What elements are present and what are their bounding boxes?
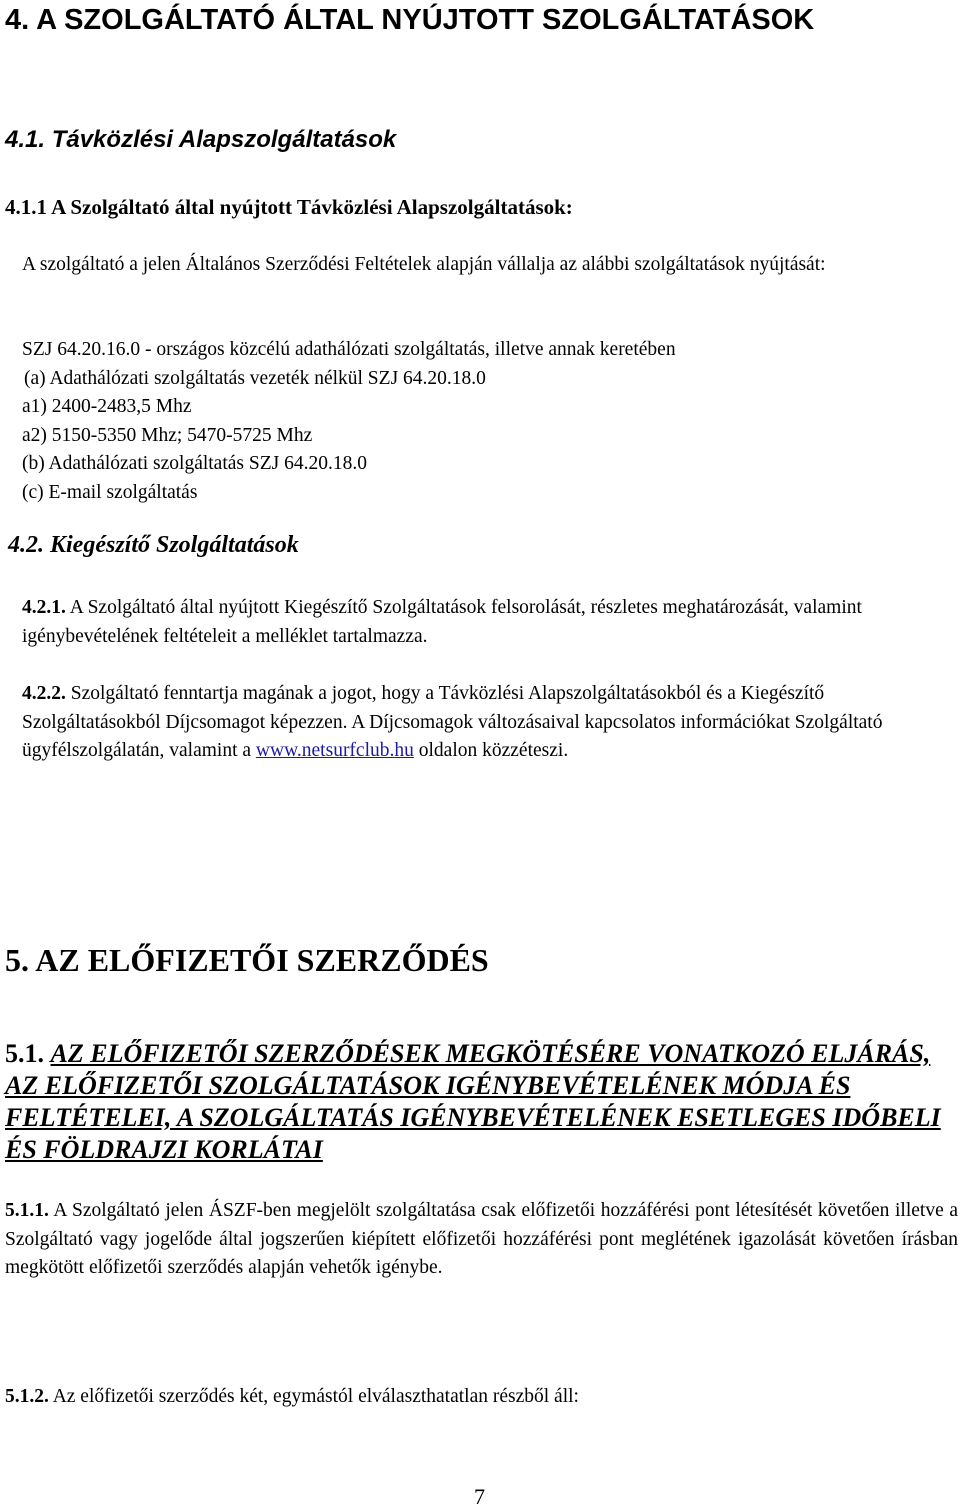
service-line: a2) 5150-5350 Mhz; 5470-5725 Mhz xyxy=(22,424,313,446)
paragraph-number: 5.1.1. xyxy=(5,1200,49,1221)
section-5-1-title: AZ ELŐFIZETŐI SZERZŐDÉSEK MEGKÖTÉSÉRE VONATKOZÓ ELJÁRÁS, AZ ELŐFIZETŐI SZOLGÁLTATÁSOK IGÉNYBEVÉTELÉNEK MÓDJA ÉS FELTÉTELEI, A SZOLGÁLTATÁS IGÉNYBEVÉTELÉNEK ESETLEGES IDŐBELI ÉS FÖLDRAJZI KORLÁTAI xyxy=(5,1039,941,1164)
service-line: (c) E-mail szolgáltatás xyxy=(22,481,198,503)
section-5-heading: 5. AZ ELŐFIZETŐI SZERZŐDÉS xyxy=(5,942,489,978)
paragraph-5-1-1 xyxy=(5,1197,958,1283)
paragraph-5-1-2 xyxy=(5,1383,579,1412)
section-4-heading: 4. A SZOLGÁLTATÓ ÁLTAL NYÚJTOTT SZOLGÁLTATÁSOK xyxy=(5,4,815,36)
intro-paragraph: A szolgáltató a jelen Általános Szerződési Feltételek alapján vállalja az alábbi szolgáltatások nyújtását: xyxy=(22,254,826,275)
section-5-1-heading xyxy=(5,1038,950,1166)
paragraph-text-end: oldalon közzéteszi. xyxy=(418,740,569,761)
paragraph-number: 4.2.1. xyxy=(22,597,66,618)
service-line: (b) Adathálózati szolgáltatás SZJ 64.20.18.0 xyxy=(22,453,367,474)
service-line: (a) Adathálózati szolgáltatás vezeték nélkül SZJ 64.20.18.0 xyxy=(24,367,486,389)
paragraph-text: Az előfizetői szerződés két, egymástól elválaszthatatlan részből áll: xyxy=(52,1386,579,1407)
paragraph-text: A Szolgáltató jelen ÁSZF-ben megjelölt szolgáltatása csak előfizetői hozzáférési pont létesítését követően illetve a Szolgáltató vagy jogelőde által jogszerűen kiépített előfizetői hozzáférési pont meglétének igazolását követően írásban megkötött előfizetői szerződés alapján vehetők igénybe. xyxy=(5,1200,958,1278)
page-number: 7 xyxy=(474,1484,485,1509)
section-4-1-1-heading: 4.1.1 A Szolgáltató által nyújtott Távközlési Alapszolgáltatások: xyxy=(5,195,573,219)
section-4-1-heading: 4.1. Távközlési Alapszolgáltatások xyxy=(5,126,397,153)
service-line: SZJ 64.20.16.0 - országos közcélú adathálózati szolgáltatás, illetve annak keretében xyxy=(22,339,676,360)
service-list xyxy=(22,336,676,507)
section-5-1-number: 5.1. xyxy=(5,1039,44,1068)
paragraph-4-2-2 xyxy=(22,680,947,766)
service-line: a1) 2400-2483,5 Mhz xyxy=(22,396,192,417)
paragraph-number: 5.1.2. xyxy=(5,1386,49,1407)
paragraph-4-2-1 xyxy=(22,594,947,651)
paragraph-text: A Szolgáltató által nyújtott Kiegészítő Szolgáltatások felsorolását, részletes meghatározását, valamint igénybevételének feltételeit a melléklet tartalmazza. xyxy=(22,597,862,647)
paragraph-text: Szolgáltató fenntartja magának a jogot, hogy a Távközlési Alapszolgáltatásokból és a Kiegészítő Szolgáltatásokból Díjcsomagot képezzen. A Díjcsomagok változásaival kapcsolatos információkat Szolgáltató ügyfélszolgálatán, valamint a xyxy=(22,683,883,761)
netsurfclub-link[interactable]: www.netsurfclub.hu xyxy=(255,740,414,761)
paragraph-number: 4.2.2. xyxy=(22,683,66,704)
section-4-2-heading: 4.2. Kiegészítő Szolgáltatások xyxy=(8,532,299,558)
